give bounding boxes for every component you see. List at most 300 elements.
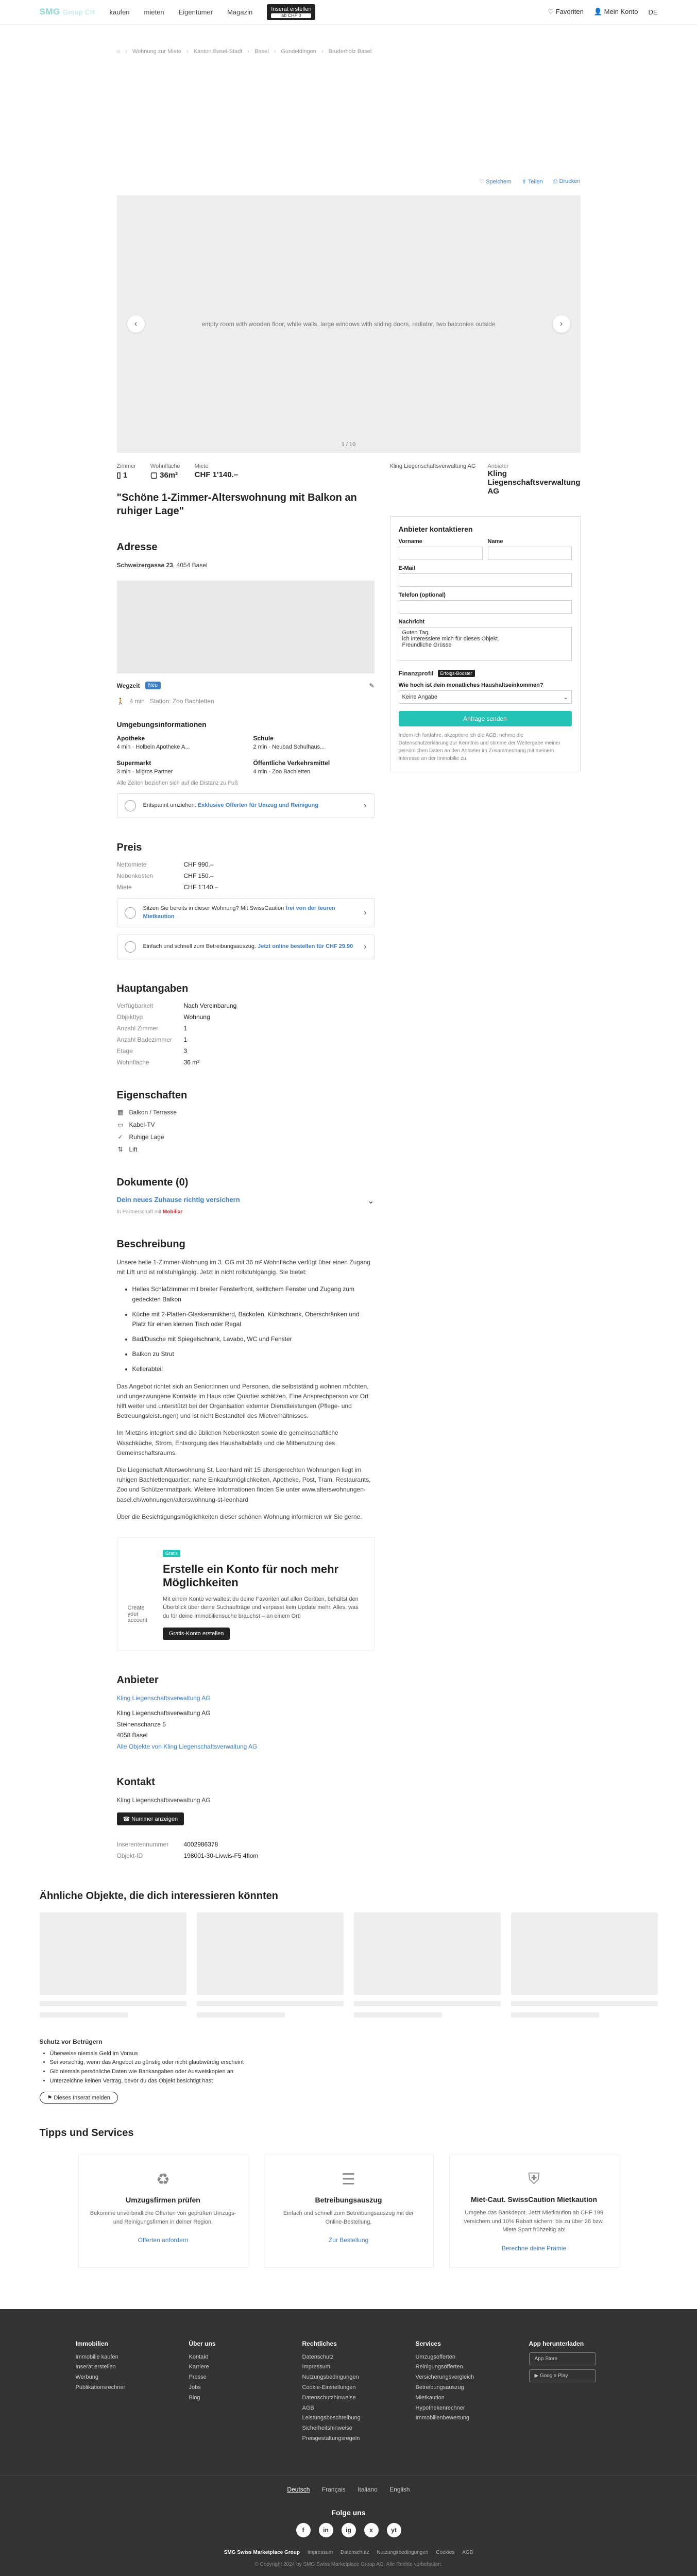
info-key: Verfügbarkeit <box>116 1002 154 1009</box>
promo-debt-text: Einfach und schnell zum Betreibungsauszug. <box>143 943 258 950</box>
promo-text <box>143 802 357 809</box>
info-key: Objekttyp <box>116 1013 143 1021</box>
key-fact-rent <box>195 463 238 480</box>
nav-mieten[interactable]: mieten <box>144 8 164 16</box>
contact-value: 4002986378 <box>183 1840 218 1848</box>
route-header <box>117 682 375 689</box>
promo-moving[interactable] <box>117 793 375 818</box>
tips-grid <box>40 2155 658 2268</box>
phone-input[interactable] <box>399 600 572 614</box>
area-label: Wohnfläche <box>150 463 180 469</box>
description-paragraph: Über die Besichtigungsmöglichkeiten dieser schönen Wohnung informieren wir Sie gerne. <box>116 1513 362 1520</box>
scam-list <box>40 2049 658 2086</box>
footer-legal <box>0 2550 697 2555</box>
chevron-right-icon: › <box>559 319 563 328</box>
property-item <box>117 1133 375 1141</box>
main-info-heading: Hauptangaben <box>116 982 189 994</box>
footer-link[interactable]: Publikationsrechner <box>75 2384 126 2391</box>
insurance-promo-row <box>117 1196 375 1206</box>
gallery-prev-button[interactable] <box>127 315 145 333</box>
create-account-button[interactable]: Gratis-Konto erstellen <box>163 1628 230 1640</box>
promo-moving-text: Entspannt umziehen: <box>143 802 198 809</box>
account-link[interactable]: 👤 Mein Konto <box>593 8 638 16</box>
promo-debt-link: Jetzt online bestellen für CHF 29.90 <box>258 943 353 950</box>
tip-card <box>78 2155 248 2268</box>
breadcrumb-sep: › <box>186 48 189 55</box>
insert-listing-label: Inserat erstellen <box>271 6 312 12</box>
tip-card <box>264 2155 434 2268</box>
show-number-button[interactable] <box>117 1812 184 1825</box>
address-line: Schweizergasse 23, 4054 Basel <box>116 562 208 569</box>
provider-link[interactable]: Kling Liegenschaftsverwaltung AG <box>116 1694 211 1702</box>
route-label: Wegzeit <box>116 682 140 689</box>
google-play-label: Google Play <box>539 2372 568 2379</box>
info-value: 1 <box>183 1036 188 1043</box>
legal-link[interactable]: AGB <box>462 2549 473 2555</box>
legal-link[interactable]: SMG Swiss Marketplace Group <box>224 2549 300 2555</box>
surrounding-name: Zoo Bachletten <box>272 769 311 775</box>
breadcrumb-sep: › <box>125 48 127 55</box>
surrounding-distance: 4 min <box>253 769 267 775</box>
property-label: Balkon / Terrasse <box>129 1108 177 1116</box>
footer-link[interactable]: Immobilienbewertung <box>415 2415 470 2421</box>
property-item <box>117 1109 375 1116</box>
print-button[interactable]: ⎙ Drucken <box>553 178 581 184</box>
footer-link[interactable]: Leistungsbeschreibung <box>302 2415 361 2421</box>
site-logo[interactable] <box>40 7 95 17</box>
footer-link[interactable]: Hypothekenrechner <box>415 2404 465 2411</box>
footer-col-title: Rechtliches <box>302 2340 337 2347</box>
surroundings-heading: Umgebungsinformationen <box>116 720 207 729</box>
documents-heading: Dokumente (0) <box>116 1176 189 1188</box>
similar-image <box>197 1912 344 1995</box>
rent-value: CHF 1'140.– <box>194 470 239 479</box>
similar-image <box>40 1912 186 1995</box>
breadcrumb-sep: › <box>274 48 276 55</box>
legal-link[interactable]: Impressum <box>307 2549 333 2555</box>
price-value: CHF 990.– <box>183 861 214 869</box>
legal-link[interactable]: Datenschutz <box>340 2549 369 2555</box>
breadcrumb-item[interactable]: Basel <box>254 48 269 55</box>
linkedin-icon[interactable]: in <box>319 2523 333 2537</box>
description-intro: Unsere helle 1-Zimmer-Wohnung im 3. OG mit 36 m² Wohnfläche verfügt über einen Zugang mit Lift und ist rollstuhlgängig. Jetzt in nicht rollstuhlgängig. Sie bietet: <box>116 1258 370 1276</box>
properties-heading: Eigenschaften <box>116 1089 188 1101</box>
app-store-button[interactable] <box>529 2352 596 2365</box>
play-icon: ▶ <box>534 2372 540 2379</box>
info-key: Etage <box>116 1047 133 1055</box>
logo-text: SMG <box>39 7 60 17</box>
similar-placeholder-line <box>40 2012 128 2018</box>
provider-city: 4058 Basel <box>116 1732 148 1739</box>
footer-col-title: Immobilien <box>75 2340 108 2347</box>
balcony-icon: ▦ <box>117 1108 124 1116</box>
property-item <box>117 1121 375 1128</box>
similar-heading: Ähnliche Objekte, die dich interessieren könnten <box>39 1890 278 1902</box>
print-label: Drucken <box>559 178 581 184</box>
flag-icon: ⚑ <box>47 2095 54 2102</box>
promo-caution[interactable] <box>117 898 375 927</box>
follow-us: Folge uns <box>331 2508 366 2517</box>
side-column <box>390 463 581 1859</box>
breadcrumb-item[interactable]: Bruderholz Basel <box>328 48 372 55</box>
youtube-icon[interactable]: yt <box>387 2523 401 2537</box>
footer-link[interactable]: Immobilie kaufen <box>75 2353 118 2360</box>
first-name-input[interactable] <box>399 547 483 560</box>
description-list <box>117 1284 375 1374</box>
legal-link[interactable]: Cookies <box>436 2549 455 2555</box>
promo-text <box>143 943 357 951</box>
surroundings-note: Alle Zeiten beziehen sich auf die Distanz zu Fuß <box>116 780 238 787</box>
provider-address <box>117 1708 375 1752</box>
address-heading: Adresse <box>116 541 158 553</box>
footer-link[interactable]: AGB <box>302 2404 314 2411</box>
income-question: Wie hoch ist dein monatliches Haushaltseinkommen? <box>398 682 543 688</box>
contact-name: Kling Liegenschaftsverwaltung AG <box>116 1796 211 1804</box>
info-value: Wohnung <box>183 1013 210 1021</box>
tip-link[interactable]: Zur Bestellung <box>328 2236 369 2244</box>
footer <box>0 2309 697 2576</box>
message-input[interactable] <box>399 627 572 661</box>
provider-summary-name: Kling Liegenschaftsverwaltung AG <box>389 463 476 469</box>
nav-eigentuemer[interactable]: Eigentümer <box>178 8 213 16</box>
surrounding-distance: 2 min <box>253 744 267 751</box>
insert-listing-button[interactable] <box>267 4 315 21</box>
description-bullet: • Kellerabteil <box>132 1364 375 1374</box>
breadcrumb-item[interactable]: Kanton Basel-Stadt <box>193 48 243 55</box>
promo-caution-text: Sitzen Sie bereits in dieser Wohnung? Mit SwissCaution <box>143 905 286 912</box>
message-label: Nachricht <box>398 619 425 625</box>
home-icon[interactable]: ⌂ <box>116 48 121 55</box>
footer-link[interactable]: Mietkaution <box>415 2394 445 2401</box>
map[interactable] <box>117 581 375 673</box>
favorites-label: Favoriten <box>555 8 584 16</box>
footer-link[interactable]: Jobs <box>189 2384 201 2391</box>
footer-link[interactable]: Impressum <box>302 2364 330 2370</box>
surrounding-category: Supermarkt <box>116 759 151 767</box>
main-info-table <box>117 1002 375 1066</box>
footer-col-title: App herunterladen <box>529 2340 584 2347</box>
truck-icon <box>125 800 136 811</box>
description-heading: Beschreibung <box>116 1238 185 1250</box>
last-name-input[interactable] <box>488 547 572 560</box>
provider-name: Kling Liegenschaftsverwaltung AG <box>116 1709 211 1717</box>
provider-heading: Anbieter <box>116 1674 159 1686</box>
tips-heading: Tipps und Services <box>39 2127 134 2139</box>
tv-icon: ▭ <box>117 1121 124 1128</box>
new-badge: Neu <box>145 682 161 689</box>
google-play-button[interactable] <box>529 2369 596 2382</box>
footer-link[interactable]: Karriere <box>189 2364 209 2370</box>
report-listing-button[interactable] <box>40 2092 118 2104</box>
tip-title: Miet-Caut. SwissCaution Mietkaution <box>470 2195 597 2204</box>
surrounding-item: Schule 2 min · Neubad Schulhaus... <box>253 735 375 750</box>
lang-option[interactable]: Deutsch <box>287 2485 310 2493</box>
phone-icon: ☎ <box>123 1816 132 1822</box>
listing-title: "Schöne 1-Zimmer-Alterswohnung mit Balkon an ruhiger Lage" <box>116 492 357 517</box>
insurance-link[interactable]: Dein neues Zuhause richtig versichern <box>116 1195 240 1204</box>
signup-title: Erstelle ein Konto für noch mehr Möglichkeiten <box>163 1562 339 1589</box>
language-switch[interactable]: DE <box>648 8 658 16</box>
footer-col-title: Services <box>415 2340 441 2347</box>
price-table <box>117 861 375 891</box>
info-value: Nach Vereinbarung <box>183 1002 237 1009</box>
edit-icon[interactable]: ✎ <box>369 682 375 689</box>
last-name-label: Name <box>487 538 503 545</box>
provider-street: Steinenschanze 5 <box>116 1720 166 1728</box>
similar-card[interactable] <box>354 1912 501 2018</box>
favorites-link[interactable]: ♡ Favoriten <box>548 8 584 16</box>
footer-link[interactable]: Presse <box>189 2374 207 2381</box>
scam-heading: Schutz vor Betrügern <box>39 2038 103 2045</box>
similar-placeholder-line <box>40 2001 186 2006</box>
shield-icon <box>125 907 136 919</box>
info-value: 36 m² <box>183 1058 200 1066</box>
similar-placeholder-line <box>197 2012 285 2018</box>
chevron-down-icon: ⌄ <box>563 694 568 701</box>
property-item <box>117 1146 375 1153</box>
lang-option[interactable]: English <box>389 2485 410 2493</box>
info-key: Wohnfläche <box>116 1058 149 1066</box>
contact-key: Objekt-ID <box>116 1852 143 1859</box>
similar-placeholder-line <box>511 2012 599 2018</box>
similar-card[interactable] <box>511 1912 658 2018</box>
surrounding-item: Apotheke 4 min · Holbein Apotheke A... <box>117 735 238 750</box>
tip-link[interactable]: Berechne deine Prämie <box>501 2244 567 2252</box>
last-name-group <box>488 533 572 560</box>
form-disclaimer: Indem ich fortfahre, akzeptiere ich die AGB, nehme die Datenschutzerklärung zur Kenntnis und stimme der Weitergabe meiner persönlichen Daten an den Anbieter im Zusammenhang mit meinem Interesse an der Immobilie zu. <box>398 733 560 761</box>
description-bullet: • Balkon zu Strut <box>132 1349 375 1359</box>
surrounding-name: Migros Partner <box>135 769 173 775</box>
tips-services <box>40 2127 658 2268</box>
footer-link[interactable]: Datenschutz <box>302 2353 334 2360</box>
insurance-partner-label: In Partnerschaft mit <box>116 1209 163 1215</box>
nav-kaufen[interactable]: kaufen <box>109 8 130 16</box>
signup-body <box>163 1548 363 1640</box>
first-name-label: Vorname <box>398 538 422 545</box>
contact-form-heading: Anbieter kontaktieren <box>398 525 473 533</box>
x-icon[interactable]: x <box>364 2523 379 2537</box>
rooms-label: Zimmer <box>116 463 136 469</box>
listing-actions <box>117 55 581 185</box>
insurance-promo[interactable] <box>117 1196 375 1215</box>
tip-title: Umzugsfirmen prüfen <box>126 2196 200 2205</box>
info-value: 1 <box>183 1024 188 1032</box>
chevron-right-icon: › <box>364 908 367 917</box>
lang-option[interactable]: Italiano <box>358 2485 378 2493</box>
contact-value: 198001-30-Livwis-F5 4flom <box>183 1852 259 1859</box>
top-navigation <box>0 0 697 25</box>
chevron-right-icon: › <box>364 801 367 810</box>
surrounding-category: Apotheke <box>116 735 145 742</box>
promo-text <box>143 905 357 921</box>
success-booster-badge: Erfolgs-Booster <box>438 670 475 677</box>
lang-option[interactable]: Français <box>321 2485 346 2493</box>
email-input[interactable] <box>399 573 572 587</box>
footer-col <box>302 2340 395 2444</box>
property-label: Lift <box>129 1145 138 1153</box>
social-links <box>0 2523 697 2537</box>
route-detail <box>117 698 375 705</box>
similar-card[interactable] <box>197 1912 344 2018</box>
footer-link[interactable]: Sicherheitshinweise <box>302 2425 352 2432</box>
image-gallery[interactable] <box>117 195 581 453</box>
info-key: Anzahl Badezimmer <box>116 1036 172 1043</box>
surrounding-name: Holbein Apotheke A... <box>135 744 190 751</box>
price-value: CHF 1'140.– <box>183 884 218 891</box>
footer-link[interactable]: Preisgestaltungsregeln <box>302 2435 360 2442</box>
chevron-down-icon: ⌄ <box>367 1196 375 1206</box>
breadcrumb <box>117 25 581 55</box>
gallery-counter: 1 / 10 <box>341 442 356 448</box>
shield-icon: ⛨ <box>528 2171 540 2188</box>
name-row <box>399 533 572 560</box>
breadcrumb-item[interactable]: Gundeldingen <box>281 48 316 55</box>
tip-text: Umgehe das Bankdepot. Jetzt Mietkaution ab CHF 199 versichern und 10% Rabatt sichern: bis zu über 28 bzw. Miete Spart frühzeitig ab! <box>464 2210 604 2233</box>
scam-protection <box>40 2038 658 2104</box>
breadcrumb-item[interactable]: Wohnung zur Miete <box>132 48 182 55</box>
copyright: © Copyright 2024 by SMG Swiss Marketplace Group AG. Alle Rechte vorbehalten. <box>254 2561 443 2567</box>
footer-link[interactable]: Blog <box>189 2394 200 2401</box>
recycle-icon: ♻ <box>156 2171 170 2189</box>
footer-col <box>416 2340 508 2444</box>
send-request-button[interactable]: Anfrage senden <box>399 711 572 726</box>
instagram-icon[interactable]: ig <box>342 2523 356 2537</box>
app-store-label: App Store <box>534 2355 557 2362</box>
show-number-label: Nummer anzeigen <box>131 1816 178 1822</box>
price-key: Nebenkosten <box>116 872 154 880</box>
insurance-partner <box>117 1209 375 1215</box>
footer-link[interactable]: Umzugsofferten <box>415 2353 455 2360</box>
financial-profile-header <box>399 670 572 677</box>
footer-link[interactable]: Versicherungsvergleich <box>415 2374 474 2381</box>
tip-title: Betreibungsauszug <box>315 2196 382 2205</box>
provider-summary <box>390 463 581 496</box>
scam-item: • Überweise niemals Geld im Voraus <box>50 2049 658 2059</box>
listing-content <box>117 453 581 1859</box>
rooms-value: 1 <box>123 471 128 480</box>
similar-placeholder-line <box>197 2001 344 2006</box>
provider-all-listings-link[interactable]: Alle Objekte von Kling Liegenschaftsverwaltung AG <box>116 1742 258 1750</box>
key-fact-area <box>150 463 180 480</box>
similar-image <box>354 1912 501 1995</box>
quiet-icon: ✓ <box>117 1133 123 1141</box>
header-right-links <box>548 8 657 16</box>
description-paragraph: Das Angebot richtet sich an Senior:innen und Personen, die selbstständig wohnen möchten, und ungezwungene Kontakte im Haus oder Quartier schätzen. Eine Ansprechperson vor Ort hilft weiter und unterstützt bei der Organisation externer Dienstleistungen (Pflege- und Betreuungsleistungen) und ist nicht Bestandteil des Mietverhältnisses. <box>116 1382 369 1420</box>
contact-key: Inserentennummer <box>116 1840 169 1848</box>
surrounding-name: Neubad Schulhaus... <box>272 744 325 751</box>
footer-link[interactable]: Reinigungsofferten <box>415 2364 463 2370</box>
facebook-icon[interactable]: f <box>296 2523 311 2537</box>
surrounding-item: Supermarkt 3 min · Migros Partner <box>117 759 238 775</box>
document-icon: ☰ <box>342 2171 355 2189</box>
surrounding-item: Öffentliche Verkehrsmittel 4 min · Zoo Bachletten <box>253 759 375 775</box>
area-value: 36m² <box>160 471 178 480</box>
description-paragraph: Die Liegenschaft Alterswohnung St. Leonhard mit 15 altersgerechten Wohnungen liegt im ruhigen Bachlettenquartier; nahe Einkaufsmöglichkeiten, Apotheke, Post, Tram, Restaurants, Zoo und Schützenmattpark. Weitere Informationen finden Sie unter www.alterswohnungen-basel.ch/wohnungen/alterswohnung-st-leonhard <box>116 1466 371 1503</box>
similar-card[interactable] <box>40 1912 186 2018</box>
property-label: Ruhige Lage <box>129 1133 164 1141</box>
share-button[interactable]: ⇪ Teilen <box>521 179 543 185</box>
chevron-left-icon: ‹ <box>134 319 138 328</box>
footer-link[interactable]: Datenschutzhinweise <box>302 2394 356 2401</box>
nav-magazin[interactable]: Magazin <box>227 8 253 16</box>
price-key: Nettomiete <box>116 861 147 869</box>
price-heading: Preis <box>116 842 142 854</box>
contact-form <box>390 516 581 771</box>
key-fact-rooms <box>117 463 136 480</box>
footer-col-title: Über uns <box>189 2340 216 2347</box>
save-label: Speichern <box>486 179 512 185</box>
area-icon: ▢ <box>150 471 160 480</box>
document-icon <box>125 941 136 953</box>
provider-summary-bold: Kling Liegenschaftsverwaltung AG <box>487 469 581 496</box>
footer-link[interactable]: Inserat erstellen <box>75 2364 116 2370</box>
surrounding-category: Schule <box>253 735 274 742</box>
signup-text: Mit einem Konto verwaltest du deine Favoriten auf allen Geräten, behältst den Überblick über deine Suchaufträge und verpasst kein Update mehr. Alles, was du für deine Immobiliensuche brauchst – an einem Ort! <box>163 1596 359 1619</box>
address-city: 4054 Basel <box>176 562 208 569</box>
contact-heading: Kontakt <box>116 1776 155 1788</box>
gallery-next-button[interactable] <box>553 315 570 333</box>
tip-link[interactable]: Offerten anfordern <box>138 2236 189 2244</box>
description-paragraph: Im Mietzins integriert sind die üblichen Nebenkosten sowie die gemeinschaftliche Waschküche, Strom, Entsorgung des Haushaltabfalls und die Mitbenutzung des Gemeinschaftsraums. <box>116 1429 338 1456</box>
promo-moving-link: Exklusive Offerten für Umzug und Reinigung <box>197 802 318 809</box>
similar-placeholder-line <box>354 2012 442 2018</box>
breadcrumb-sep: › <box>321 48 324 55</box>
provider-summary-box <box>487 463 580 496</box>
provider-summary-label: Anbieter <box>487 463 509 469</box>
footer-col <box>189 2340 282 2444</box>
legal-link[interactable]: Nutzungsbedingungen <box>377 2549 429 2555</box>
financial-profile-title: Finanzprofil <box>398 670 434 677</box>
promo-debt-extract[interactable] <box>117 935 375 959</box>
similar-image <box>511 1912 658 1995</box>
footer-link[interactable]: Betreibungsauszug <box>415 2384 464 2391</box>
info-key: Anzahl Zimmer <box>116 1024 159 1032</box>
scam-item: • Unterzeichne keinen Vertrag, bevor du das Objekt besichtigt hast <box>50 2077 658 2086</box>
income-select-value: Keine Angabe <box>402 694 438 700</box>
footer-columns <box>76 2340 622 2444</box>
logo-suffix: Group CH <box>62 8 95 16</box>
footer-link[interactable]: Werbung <box>75 2374 98 2381</box>
route-time: 4 min <box>129 698 145 705</box>
similar-grid <box>40 1912 658 2018</box>
scam-item: • Sei vorsichtig, wenn das Angebot zu günstig oder nicht glaubwürdig erscheint <box>50 2058 658 2067</box>
free-badge: Gratis <box>163 1550 180 1557</box>
email-label: E-Mail <box>398 565 415 571</box>
price-key: Miete <box>116 884 132 891</box>
footer-link[interactable]: Nutzungsbedingungen <box>302 2374 359 2381</box>
phone-label: Telefon (optional) <box>398 592 446 598</box>
description-bullet: • Küche mit 2-Platten-Glaskeramikherd, Backofen, Kühlschrank, Oberschränken und Platz für einen kleinen Tisch oder Regal <box>132 1310 375 1329</box>
footer-link[interactable]: Cookie-Einstellungen <box>302 2384 356 2391</box>
key-facts <box>117 463 375 480</box>
rent-label: Miete <box>194 463 209 469</box>
walk-icon: 🚶 <box>116 698 125 705</box>
save-button[interactable]: ♡ Speichern <box>479 179 512 185</box>
similar-placeholder-line <box>354 2001 501 2006</box>
mobiliar-logo: Mobiliar <box>162 1209 183 1215</box>
first-name-group <box>399 533 483 560</box>
tip-text: Bekomme unverbindliche Offerten von geprüften Umzugs- und Reinigungsfirmen in deiner Region. <box>90 2210 236 2225</box>
income-select[interactable] <box>399 690 572 704</box>
footer-link[interactable]: Kontakt <box>189 2353 208 2360</box>
breadcrumb-sep: › <box>247 48 250 55</box>
account-label: Mein Konto <box>604 8 638 16</box>
elevator-icon: ⇅ <box>117 1145 123 1153</box>
surrounding-distance: 4 min <box>116 744 131 751</box>
tip-card <box>449 2155 619 2268</box>
signup-left: Create your account <box>127 1604 148 1623</box>
footer-col <box>529 2340 622 2444</box>
